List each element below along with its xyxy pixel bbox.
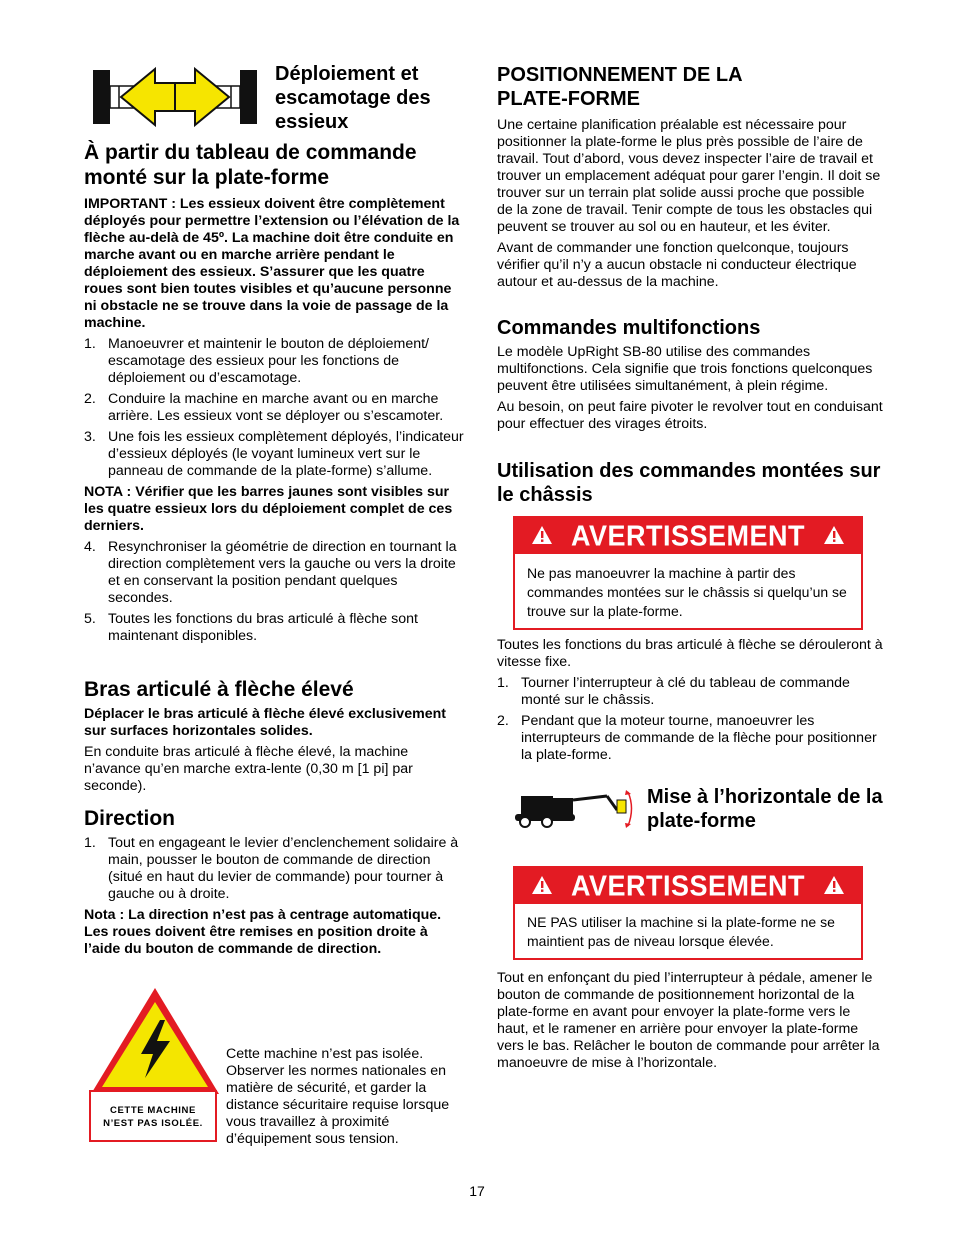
positioning-heading: POSITIONNEMENT DE LA PLATE-FORME — [497, 64, 742, 110]
warning-title: AVERTISSEMENT — [570, 869, 806, 902]
direction-note: Nota : La direction n’est pas à centrage automatique. Les roues doivent être remises en position droite à l’aide du bouton de commande de direction. — [84, 907, 442, 957]
chassis-steps-list — [497, 675, 883, 764]
list-item: 1. Tout en engageant le levier d’enclenchement solidaire à main, pousser le bouton de commande de direction (situé en haut du levier de commande) pour tourner à gauche ou à droite. — [84, 835, 459, 902]
list-item: 2. Pendant que la moteur tourne, manoeuvrer les interrupteurs de commande de la flèche pour positionner la plate-forme. — [497, 713, 877, 763]
insulation-text: Cette machine n’est pas isolée. Observer les normes nationales en matière de sécurité, et garder la distance sécuritaire requise lorsque vous travaillez à proximité d’équipement sous tension. — [226, 1046, 450, 1147]
warning-box-1 — [513, 516, 863, 630]
boom-elevated-heading: Bras articulé à flèche élevé — [84, 678, 354, 701]
high-voltage-icon — [89, 986, 221, 1098]
nota-note: NOTA : Vérifier que les barres jaunes sont visibles sur les quatre essieux lors du déploiement complet de ces derniers. — [84, 484, 453, 534]
direction-steps-list — [84, 835, 466, 903]
electrical-hazard-sign — [89, 986, 221, 1146]
multifunction-heading: Commandes multifonctions — [497, 317, 761, 339]
axle-extend-retract-icon — [93, 66, 257, 128]
positioning-paragraph-2: Avant de commander une fonction quelconque, toujours vérifier qu’il n’y a aucun obstacle ni conducteur électrique autour et au-dessus de la machine. — [497, 240, 857, 290]
leveling-heading: Mise à l’horizontale de la plate-forme — [647, 786, 883, 832]
chassis-paragraph: Toutes les fonctions du bras articulé à flèche se dérouleront à vitesse fixe. — [497, 637, 883, 670]
list-item: 1. Tourner l’interrupteur à clé du tableau de commande monté sur le châssis. — [497, 675, 850, 708]
warning-text: Ne pas manoeuvrer la machine à partir des commandes montées sur le châssis si quelqu’un se trouve sur la plate-forme. — [527, 565, 847, 619]
leveling-paragraph: Tout en enfonçant du pied l’interrupteur à pédale, amener le bouton de commande de positionnement horizontal de la plate-forme en avant pour envoyer la plate-forme vers le haut, et le ramener en arrière pour envoyer la plate-forme vers le bas. Relâcher le bouton de commande pour arrêter la manoeuvre de mise à l’horizontale. — [497, 970, 880, 1071]
warning-box-2 — [513, 866, 863, 960]
direction-heading: Direction — [84, 807, 176, 830]
list-item: 5. Toutes les fonctions du bras articulé à flèche sont maintenant disponibles. — [84, 611, 418, 644]
platform-leveling-icon — [513, 784, 635, 834]
warning-triangle-icon — [823, 875, 845, 895]
warning-triangle-icon — [531, 525, 553, 545]
boom-bold-note: Déplacer le bras articulé à flèche élevé exclusivement sur surfaces horizontales solides. — [84, 706, 446, 739]
platform-control-heading: À partir du tableau de commande monté sur la plate-forme — [84, 141, 417, 189]
sign-text-line1: CETTE MACHINE — [110, 1105, 196, 1116]
warning-triangle-icon — [531, 875, 553, 895]
axle-steps-list-continued — [84, 539, 466, 645]
list-item: 3. Une fois les essieux complètement déployés, l’indicateur d’essieux déployés (le voyant lumineux vert sur le panneau de commande de la plate-forme) s’allume. — [84, 429, 464, 479]
list-item: 4. Resynchroniser la géométrie de direction en tournant la direction complètement vers la gauche ou vers la droite et en conservant la position pendant quelques secondes. — [84, 539, 457, 606]
warning-text: NE PAS utiliser la machine si la plate-forme ne se maintient pas de niveau lorsque élevée. — [527, 914, 835, 949]
axle-steps-list — [84, 336, 466, 480]
boom-text: En conduite bras articulé à flèche élevé, la machine n’avance qu’en marche extra-lente (0,30 m [1 pi] par seconde). — [84, 744, 413, 794]
page-number: 17 — [469, 1183, 485, 1199]
warning-triangle-icon — [823, 525, 845, 545]
list-item: 1. Manoeuvrer et maintenir le bouton de déploiement/ escamotage des essieux pour les fonctions de déploiement ou d’escamotage. — [84, 336, 429, 386]
important-note: IMPORTANT : Les essieux doivent être complètement déployés pour permettre l’extension ou l’élévation de la flèche au-delà de 45º. La machine doit être conduite en marche avant ou en marche arrière pendant le déploiement des essieux. S’assurer que les quatre roues sont bien toutes visibles et qu’aucune personne ni obstacle ne se trouve dans la voie de passage de la machine. — [84, 196, 460, 331]
multifunction-paragraph-1: Le modèle UpRight SB-80 utilise des commandes multifonctions. Cela signifie que trois fonctions quelconques peuvent être utilisées simultanément, à plein régime. — [497, 344, 873, 394]
list-item: 2. Conduire la machine en marche avant ou en marche arrière. Les essieux vont se déployer ou s’escamoter. — [84, 391, 444, 424]
sign-text-line2: N’EST PAS ISOLÉE. — [103, 1118, 203, 1129]
warning-title: AVERTISSEMENT — [570, 519, 806, 552]
chassis-controls-heading: Utilisation des commandes montées sur le châssis — [497, 460, 881, 506]
positioning-paragraph-1: Une certaine planification préalable est nécessaire pour positionner la plate-forme le plus près possible de l’aire de travail. Tout d’abord, vous devez inspecter l’aire de travail et trouver un emplacement adéquat pour garer l’engin. Il doit se trouver sur un terrain plat solide aussi proche que possible de la zone de travail. Tenir compte de tous les obstacles qui peuvent se trouver au sol ou en hauteur, et les éviter. — [497, 117, 881, 235]
multifunction-paragraph-2: Au besoin, on peut faire pivoter le revolver tout en conduisant pour effectuer des virages étroits. — [497, 399, 883, 432]
axle-section-title: Déploiement et escamotage des essieux — [275, 63, 431, 133]
